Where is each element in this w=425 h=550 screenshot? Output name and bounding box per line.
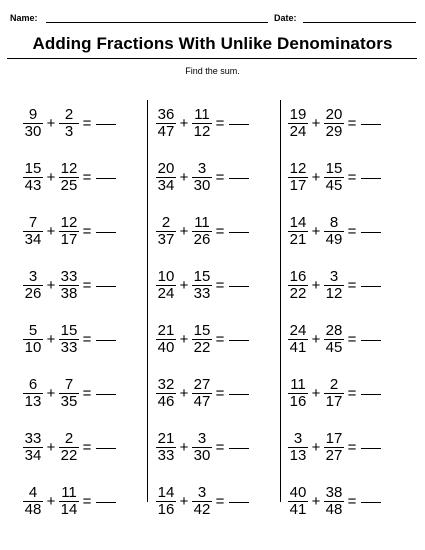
fraction-2	[58, 323, 80, 356]
plus-sign: +	[311, 492, 321, 510]
answer-blank[interactable]	[361, 124, 381, 125]
fraction-2	[323, 215, 345, 248]
denominator: 45	[325, 338, 343, 356]
numerator: 32	[157, 375, 175, 393]
plus-sign: +	[179, 222, 189, 240]
problem-column-1	[22, 96, 152, 528]
date-field[interactable]	[303, 22, 416, 23]
problem-row	[155, 258, 285, 312]
plus-sign: +	[311, 438, 321, 456]
answer-blank[interactable]	[361, 340, 381, 341]
numerator: 11	[290, 375, 306, 393]
answer-blank[interactable]	[96, 178, 116, 179]
fraction-1	[155, 485, 177, 518]
numerator: 19	[289, 105, 307, 123]
problem-row	[22, 258, 152, 312]
numerator: 16	[289, 267, 307, 285]
numerator: 14	[289, 213, 307, 231]
denominator: 48	[24, 500, 42, 518]
numerator: 15	[193, 321, 211, 339]
plus-sign: +	[179, 276, 189, 294]
numerator: 2	[64, 105, 74, 123]
problem-row	[22, 420, 152, 474]
equals-sign: =	[347, 384, 357, 402]
fraction-1	[155, 269, 177, 302]
equals-sign: =	[82, 384, 92, 402]
fraction-2	[191, 161, 213, 194]
numerator: 11	[194, 105, 210, 123]
equals-sign: =	[215, 114, 225, 132]
numerator: 8	[329, 213, 339, 231]
denominator: 34	[24, 446, 42, 464]
denominator: 34	[157, 176, 175, 194]
denominator: 33	[193, 284, 211, 302]
denominator: 49	[325, 230, 343, 248]
answer-blank[interactable]	[361, 394, 381, 395]
fraction-1	[287, 161, 309, 194]
plus-sign: +	[46, 168, 56, 186]
fraction-2	[191, 323, 213, 356]
numerator: 27	[193, 375, 211, 393]
denominator: 47	[157, 122, 175, 140]
plus-sign: +	[46, 114, 56, 132]
denominator: 40	[157, 338, 175, 356]
denominator: 47	[193, 392, 211, 410]
fraction-2	[58, 107, 80, 140]
numerator: 2	[329, 375, 339, 393]
equals-sign: =	[215, 492, 225, 510]
fraction-1	[22, 269, 44, 302]
denominator: 13	[24, 392, 42, 410]
plus-sign: +	[46, 492, 56, 510]
numerator: 5	[28, 321, 38, 339]
fraction-2	[323, 269, 345, 302]
numerator: 12	[289, 159, 307, 177]
numerator: 10	[157, 267, 175, 285]
denominator: 41	[289, 338, 307, 356]
problem-row	[155, 420, 285, 474]
fraction-1	[287, 269, 309, 302]
plus-sign: +	[311, 276, 321, 294]
plus-sign: +	[179, 168, 189, 186]
denominator: 26	[24, 284, 42, 302]
problem-row	[287, 96, 417, 150]
answer-blank[interactable]	[96, 232, 116, 233]
answer-blank[interactable]	[229, 502, 249, 503]
numerator: 6	[28, 375, 38, 393]
plus-sign: +	[311, 384, 321, 402]
fraction-2	[323, 161, 345, 194]
fraction-2	[323, 485, 345, 518]
fraction-1	[287, 323, 309, 356]
denominator: 48	[325, 500, 343, 518]
equals-sign: =	[82, 222, 92, 240]
problem-row	[22, 150, 152, 204]
problem-row	[287, 312, 417, 366]
fraction-2	[58, 215, 80, 248]
numerator: 33	[60, 267, 78, 285]
fraction-1	[22, 107, 44, 140]
problem-row	[287, 474, 417, 528]
denominator: 12	[193, 122, 211, 140]
denominator: 17	[325, 392, 343, 410]
equals-sign: =	[215, 384, 225, 402]
fraction-1	[22, 377, 44, 410]
fraction-1	[155, 431, 177, 464]
plus-sign: +	[46, 330, 56, 348]
plus-sign: +	[46, 222, 56, 240]
answer-blank[interactable]	[361, 502, 381, 503]
numerator: 38	[325, 483, 343, 501]
denominator: 16	[157, 500, 175, 518]
problem-row	[155, 474, 285, 528]
problem-row	[155, 366, 285, 420]
plus-sign: +	[179, 384, 189, 402]
denominator: 43	[24, 176, 42, 194]
plus-sign: +	[311, 114, 321, 132]
name-date-row	[10, 11, 416, 27]
denominator: 27	[325, 446, 343, 464]
equals-sign: =	[347, 438, 357, 456]
denominator: 22	[60, 446, 78, 464]
numerator: 4	[28, 483, 38, 501]
denominator: 42	[193, 500, 211, 518]
answer-blank[interactable]	[229, 394, 249, 395]
denominator: 21	[289, 230, 307, 248]
problem-row	[22, 366, 152, 420]
problem-row	[287, 366, 417, 420]
answer-blank[interactable]	[229, 232, 249, 233]
denominator: 30	[193, 446, 211, 464]
fraction-1	[287, 107, 309, 140]
denominator: 25	[60, 176, 78, 194]
equals-sign: =	[82, 114, 92, 132]
fraction-2	[191, 431, 213, 464]
equals-sign: =	[347, 114, 357, 132]
fraction-1	[22, 323, 44, 356]
answer-blank[interactable]	[361, 232, 381, 233]
fraction-1	[287, 485, 309, 518]
numerator: 14	[157, 483, 175, 501]
fraction-2	[191, 377, 213, 410]
name-field[interactable]	[46, 22, 268, 23]
numerator: 17	[325, 429, 343, 447]
equals-sign: =	[82, 438, 92, 456]
answer-blank[interactable]	[96, 394, 116, 395]
fraction-1	[155, 161, 177, 194]
fraction-1	[22, 485, 44, 518]
answer-blank[interactable]	[361, 448, 381, 449]
denominator: 13	[289, 446, 307, 464]
numerator: 7	[64, 375, 74, 393]
equals-sign: =	[347, 330, 357, 348]
fraction-2	[191, 215, 213, 248]
fraction-1	[22, 161, 44, 194]
fraction-1	[287, 431, 309, 464]
numerator: 11	[194, 213, 210, 231]
plus-sign: +	[46, 438, 56, 456]
fraction-2	[191, 485, 213, 518]
fraction-2	[58, 377, 80, 410]
denominator: 17	[289, 176, 307, 194]
fraction-1	[22, 431, 44, 464]
denominator: 17	[60, 230, 78, 248]
answer-blank[interactable]	[229, 286, 249, 287]
problem-row	[287, 420, 417, 474]
numerator: 2	[64, 429, 74, 447]
problem-row	[155, 96, 285, 150]
answer-blank[interactable]	[361, 286, 381, 287]
plus-sign: +	[179, 438, 189, 456]
denominator: 46	[157, 392, 175, 410]
answer-blank[interactable]	[96, 286, 116, 287]
problem-column-3	[287, 96, 417, 528]
equals-sign: =	[82, 330, 92, 348]
numerator: 3	[197, 159, 207, 177]
denominator: 14	[60, 500, 78, 518]
fraction-1	[155, 215, 177, 248]
numerator: 40	[289, 483, 307, 501]
equals-sign: =	[215, 438, 225, 456]
problem-row	[22, 312, 152, 366]
denominator: 26	[193, 230, 211, 248]
denominator: 30	[193, 176, 211, 194]
denominator: 41	[289, 500, 307, 518]
plus-sign: +	[46, 384, 56, 402]
numerator: 15	[60, 321, 78, 339]
denominator: 12	[325, 284, 343, 302]
numerator: 15	[325, 159, 343, 177]
denominator: 34	[24, 230, 42, 248]
answer-blank[interactable]	[96, 340, 116, 341]
equals-sign: =	[347, 168, 357, 186]
problem-column-2	[155, 96, 285, 528]
answer-blank[interactable]	[229, 178, 249, 179]
denominator: 24	[157, 284, 175, 302]
problem-row	[155, 312, 285, 366]
fraction-2	[58, 485, 80, 518]
numerator: 3	[197, 429, 207, 447]
numerator: 20	[157, 159, 175, 177]
numerator: 20	[325, 105, 343, 123]
problem-row	[22, 474, 152, 528]
fraction-2	[191, 269, 213, 302]
numerator: 28	[325, 321, 343, 339]
numerator: 9	[28, 105, 38, 123]
date-label: Date:	[274, 13, 297, 23]
denominator: 38	[60, 284, 78, 302]
answer-blank[interactable]	[96, 502, 116, 503]
numerator: 24	[289, 321, 307, 339]
name-label: Name:	[10, 13, 38, 23]
answer-blank[interactable]	[96, 448, 116, 449]
denominator: 22	[193, 338, 211, 356]
denominator: 30	[24, 122, 42, 140]
fraction-1	[22, 215, 44, 248]
equals-sign: =	[82, 276, 92, 294]
numerator: 7	[28, 213, 38, 231]
answer-blank[interactable]	[96, 124, 116, 125]
equals-sign: =	[215, 222, 225, 240]
equals-sign: =	[215, 330, 225, 348]
fraction-2	[58, 431, 80, 464]
equals-sign: =	[215, 276, 225, 294]
denominator: 33	[60, 338, 78, 356]
worksheet-title: Adding Fractions With Unlike Denominators	[32, 34, 393, 53]
numerator: 15	[24, 159, 42, 177]
plus-sign: +	[311, 168, 321, 186]
answer-blank[interactable]	[229, 340, 249, 341]
equals-sign: =	[82, 492, 92, 510]
equals-sign: =	[347, 492, 357, 510]
numerator: 33	[24, 429, 42, 447]
numerator: 21	[157, 321, 175, 339]
fraction-2	[323, 323, 345, 356]
denominator: 3	[64, 122, 74, 140]
fraction-2	[58, 161, 80, 194]
problem-row	[155, 204, 285, 258]
fraction-2	[323, 431, 345, 464]
problem-row	[155, 150, 285, 204]
problem-row	[287, 150, 417, 204]
plus-sign: +	[179, 492, 189, 510]
denominator: 10	[24, 338, 42, 356]
fraction-1	[155, 323, 177, 356]
problem-row	[287, 258, 417, 312]
problem-row	[287, 204, 417, 258]
fraction-2	[58, 269, 80, 302]
numerator: 12	[60, 213, 78, 231]
equals-sign: =	[82, 168, 92, 186]
plus-sign: +	[311, 330, 321, 348]
fraction-2	[191, 107, 213, 140]
denominator: 35	[60, 392, 78, 410]
plus-sign: +	[179, 330, 189, 348]
equals-sign: =	[347, 276, 357, 294]
equals-sign: =	[215, 168, 225, 186]
denominator: 16	[289, 392, 307, 410]
fraction-1	[155, 377, 177, 410]
problem-row	[22, 96, 152, 150]
denominator: 37	[157, 230, 175, 248]
plus-sign: +	[311, 222, 321, 240]
fraction-2	[323, 107, 345, 140]
denominator: 22	[289, 284, 307, 302]
numerator: 15	[193, 267, 211, 285]
problem-row	[22, 204, 152, 258]
instruction-text: Find the sum.	[185, 66, 240, 76]
denominator: 24	[289, 122, 307, 140]
numerator: 3	[28, 267, 38, 285]
fraction-1	[287, 377, 309, 410]
denominator: 29	[325, 122, 343, 140]
numerator: 36	[157, 105, 175, 123]
fraction-1	[155, 107, 177, 140]
plus-sign: +	[179, 114, 189, 132]
numerator: 3	[329, 267, 339, 285]
answer-blank[interactable]	[229, 124, 249, 125]
numerator: 11	[61, 483, 77, 501]
fraction-2	[323, 377, 345, 410]
answer-blank[interactable]	[361, 178, 381, 179]
equals-sign: =	[347, 222, 357, 240]
denominator: 33	[157, 446, 175, 464]
plus-sign: +	[46, 276, 56, 294]
title-underline	[7, 58, 417, 59]
numerator: 12	[60, 159, 78, 177]
numerator: 3	[197, 483, 207, 501]
numerator: 21	[157, 429, 175, 447]
fraction-1	[287, 215, 309, 248]
numerator: 3	[293, 429, 303, 447]
numerator: 2	[161, 213, 171, 231]
denominator: 45	[325, 176, 343, 194]
answer-blank[interactable]	[229, 448, 249, 449]
